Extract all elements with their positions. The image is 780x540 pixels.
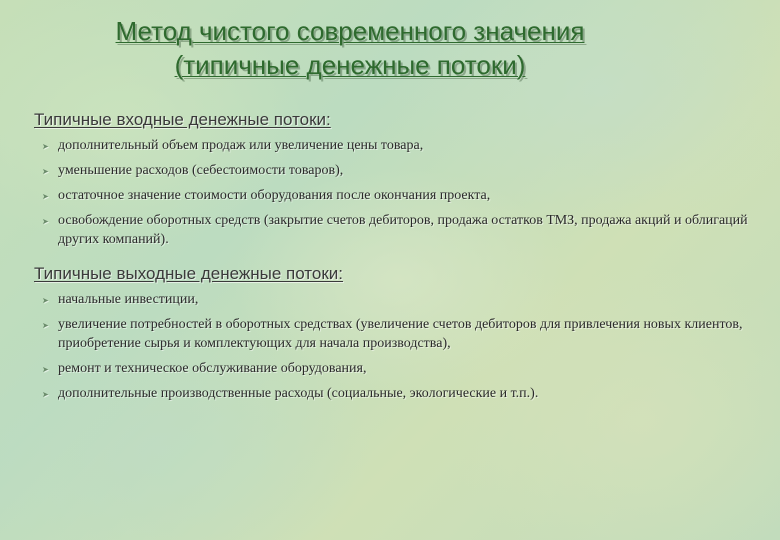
list-item-text: уменьшение расходов (себестоимости товаров), bbox=[58, 163, 344, 178]
bullet-icon: ➤ bbox=[42, 296, 49, 305]
bullet-icon: ➤ bbox=[42, 192, 49, 201]
bullet-icon: ➤ bbox=[42, 321, 49, 330]
inflows-section bbox=[34, 110, 764, 255]
title-line-1: Метод чистого современного значения bbox=[115, 16, 585, 46]
list-item bbox=[42, 211, 764, 249]
bullet-icon: ➤ bbox=[42, 167, 49, 176]
list-item-text: увеличение потребностей в оборотных средствах (увеличение счетов дебиторов для привлечения новых клиентов, приобретение сырья и комплектующих для начала производства), bbox=[58, 317, 743, 351]
list-item-text: начальные инвестиции, bbox=[58, 292, 199, 307]
bullet-icon: ➤ bbox=[42, 217, 49, 226]
outflows-heading: Типичные выходные денежные потоки: bbox=[34, 264, 343, 283]
list-item-text: освобождение оборотных средств (закрытие счетов дебиторов, продажа остатков ТМЗ, продажа акций и облигаций других компаний). bbox=[58, 213, 748, 247]
list-item bbox=[42, 136, 764, 155]
list-item-text: ремонт и техническое обслуживание оборудования, bbox=[58, 361, 367, 376]
list-item-text: остаточное значение стоимости оборудования после окончания проекта, bbox=[58, 188, 491, 203]
outflows-list bbox=[34, 290, 764, 403]
list-item bbox=[42, 290, 764, 309]
slide-title bbox=[0, 14, 700, 82]
list-item bbox=[42, 384, 764, 403]
inflows-heading: Типичные входные денежные потоки: bbox=[34, 110, 331, 129]
outflows-section bbox=[34, 264, 764, 409]
list-item bbox=[42, 161, 764, 180]
list-item-text: дополнительные производственные расходы (социальные, экологические и т.п.). bbox=[58, 386, 539, 401]
list-item bbox=[42, 359, 764, 378]
bullet-icon: ➤ bbox=[42, 365, 49, 374]
list-item-text: дополнительный объем продаж или увеличение цены товара, bbox=[58, 138, 424, 153]
inflows-list bbox=[34, 136, 764, 249]
bullet-icon: ➤ bbox=[42, 390, 49, 399]
list-item bbox=[42, 315, 764, 353]
list-item bbox=[42, 186, 764, 205]
bullet-icon: ➤ bbox=[42, 142, 49, 151]
title-line-2: (типичные денежные потоки) bbox=[174, 50, 526, 80]
